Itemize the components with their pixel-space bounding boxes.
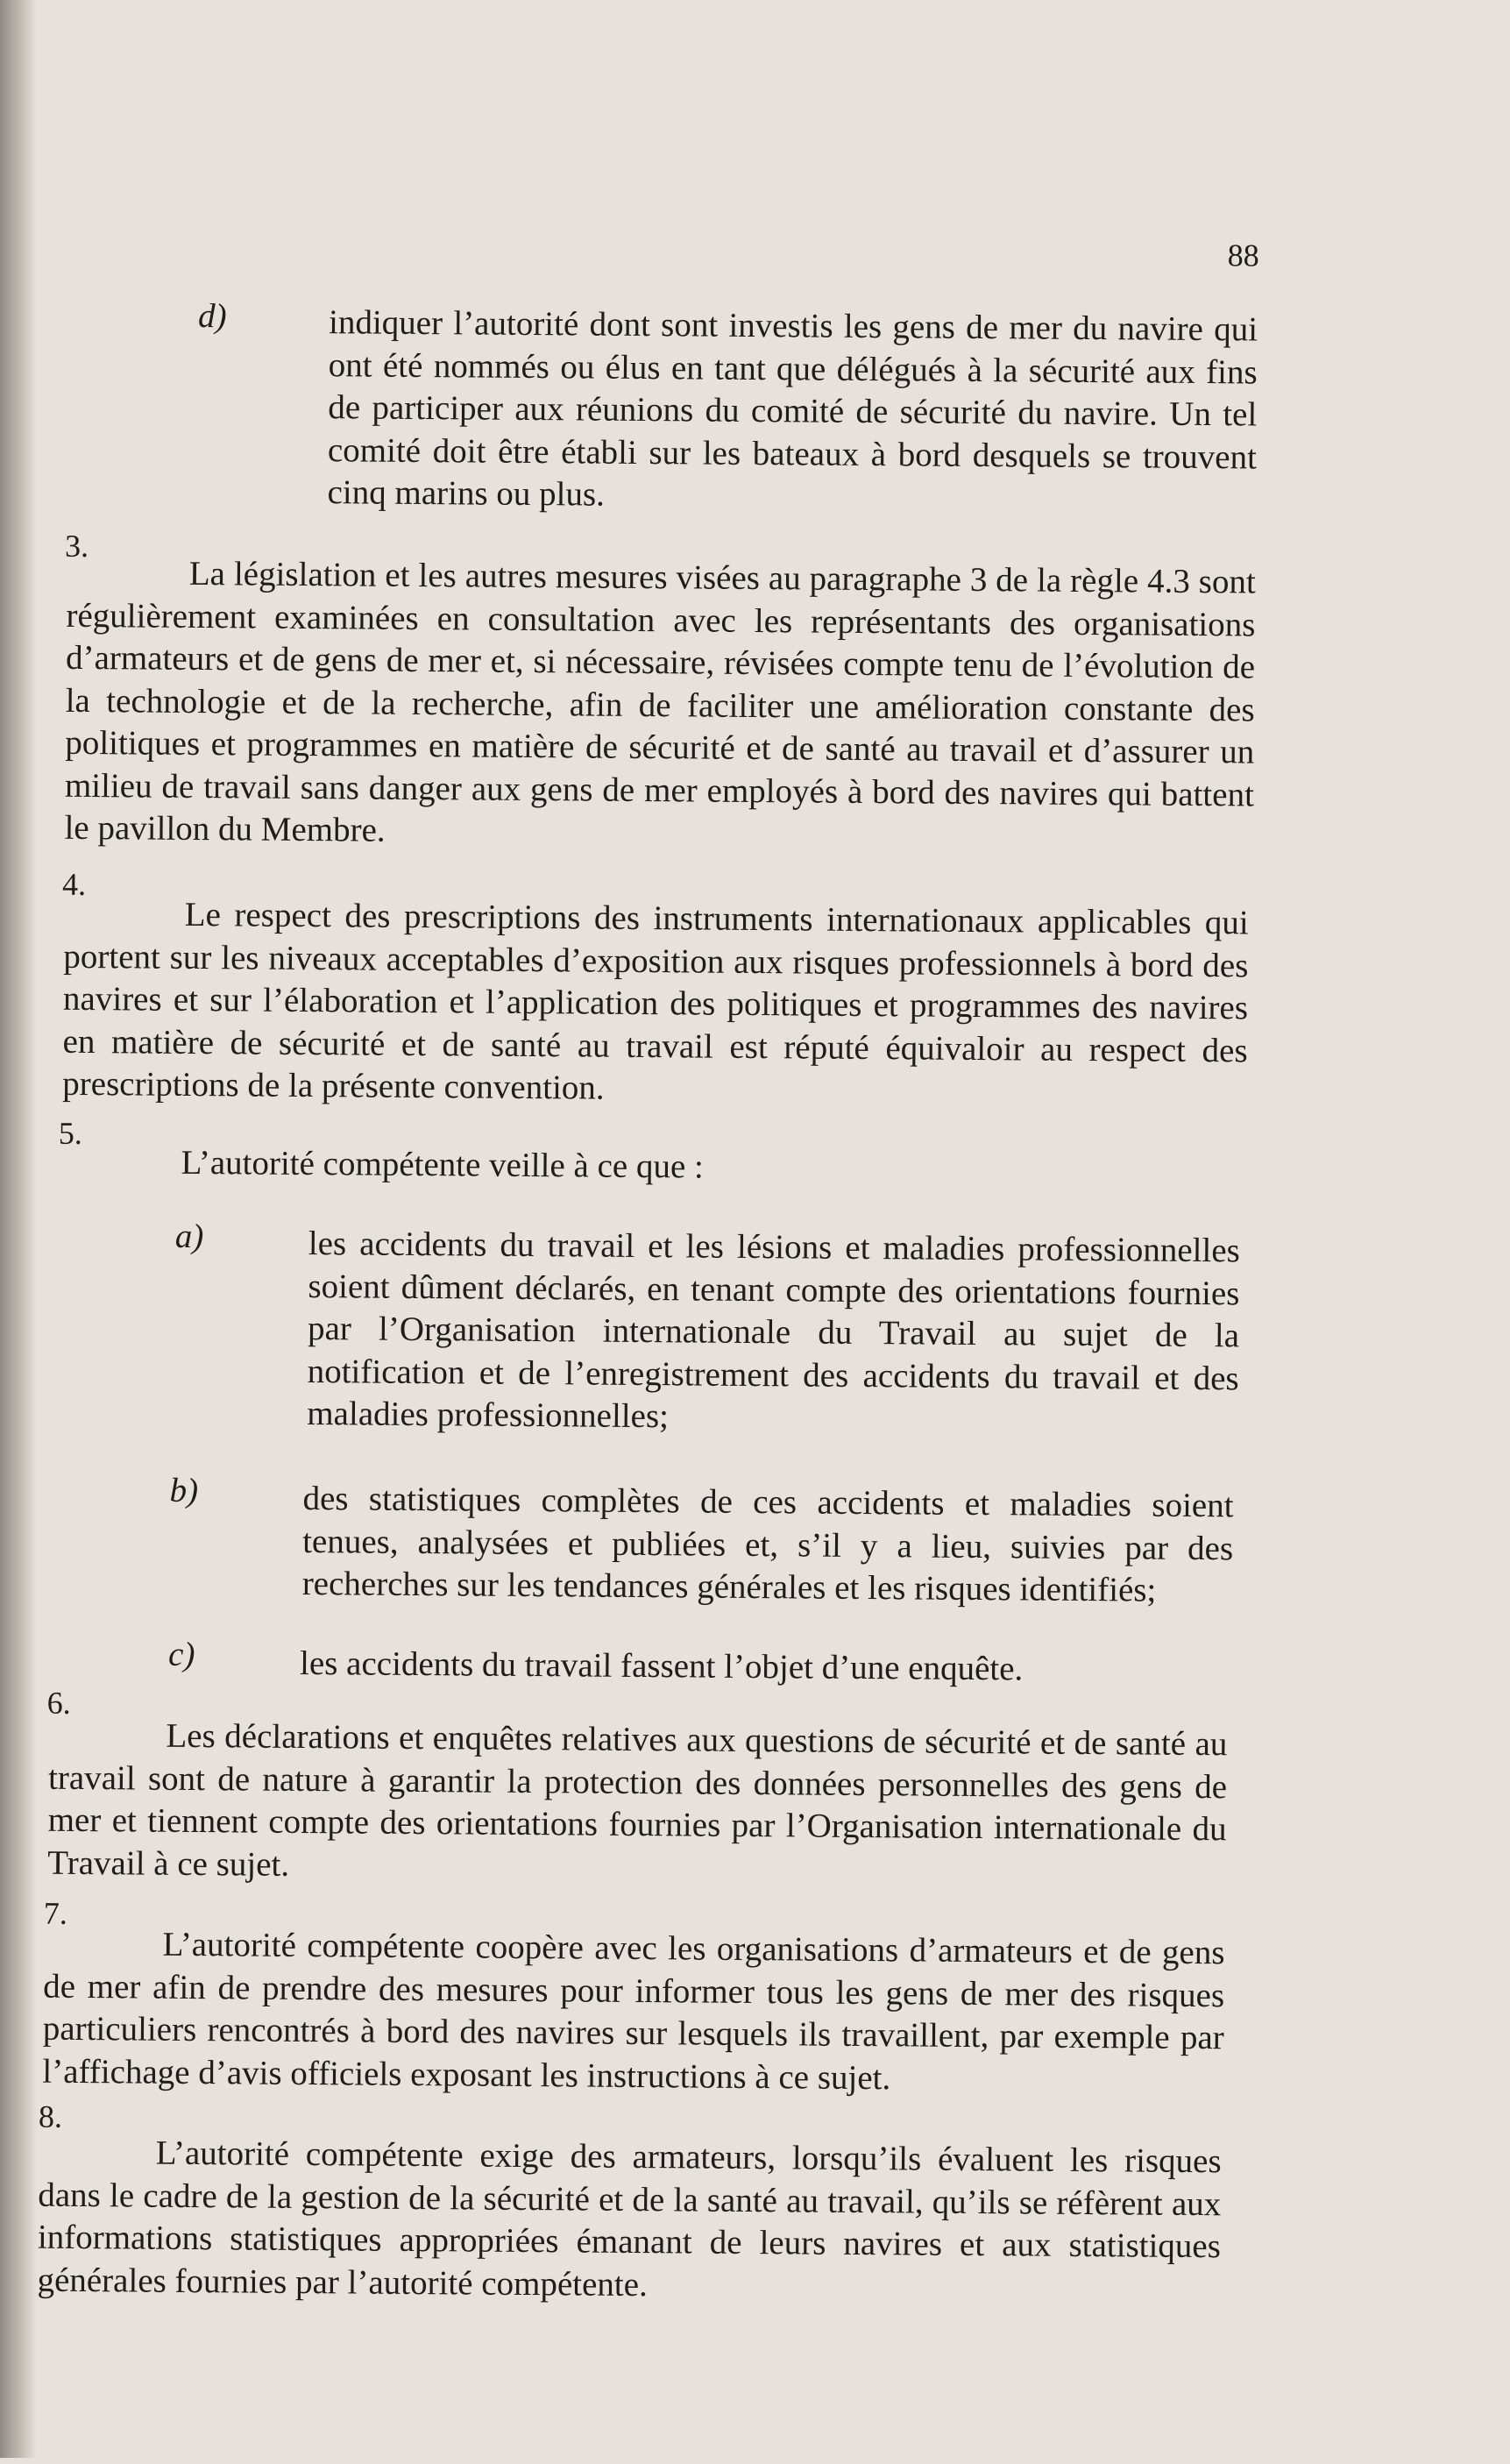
- paragraph-7-number: 7.: [43, 1895, 67, 1931]
- item-b-label: b): [169, 1471, 199, 1510]
- paragraph-4-number: 4.: [61, 866, 87, 903]
- item-d-text: indiquer l’autorité dont sont investis les gens de mer du navire qui ont été nommés ou élus en tant que délégués à la sécurité aux fins de participer aux réunions du comité de sécurité du navire. Un tel comité doit être établi sur les bateaux à bord desquels se trouvent cinq marins ou plus.: [327, 303, 1258, 514]
- paragraph-4-text: Le respect des prescriptions des instruments internationaux applicables qui portent sur les niveaux acceptables d’exposition aux risques professionnels à bord des navires et sur l’élaboration et l’application des politiques et programmes des navires en matière de sécurité et de santé au travail est réputé équivaloir au respect des prescriptions de la présente convention.: [62, 895, 1249, 1107]
- paragraph-5-number: 5.: [58, 1115, 82, 1151]
- item-d-label: d): [197, 296, 227, 336]
- paragraph-5-text: L’autorité compétente veille à ce que :: [181, 1143, 705, 1186]
- paragraph-8-number: 8.: [38, 2098, 63, 2134]
- paragraph-8-text: L’autorité compétente exige des armateurs, lorsqu’ils évaluent les risques dans le cadre de la gestion de la sécurité et de la santé au travail, qu’ils se réfèrent aux informations statistiques appropriées émanant de leurs navires et aux statistiques générales fournies par l’autorité compétente.: [37, 2134, 1222, 2304]
- paragraph-7-text: L’autorité compétente coopère avec les organisations d’armateurs et de gens de mer afin de prendre des mesures pour informer tous les gens de mer des risques particuliers rencontrés à bord des navires sur lesquels ils travaillent, par exemple par l’affichage d’avis officiels exposant les instructions à ce sujet.: [42, 1925, 1225, 2097]
- item-b-text: des statistiques complètes de ces accidents et maladies soient tenues, analysées et publiées et, s’il y a lieu, suivies par des recherches sur les tendances générales et les risques identifiés;: [301, 1479, 1234, 1609]
- item-c-text: les accidents du travail fassent l’objet d’une enquête.: [299, 1644, 1024, 1688]
- paragraph-3-text: La législation et les autres mesures visées au paragraphe 3 de la règle 4.3 sont régulièrement examinées en consultation avec les représentants des organisations d’armateurs et de gens de mer et, si nécessaire, révisées compte tenu de l’évolution de la technologie et de la recherche, afin de faciliter une amélioration constante des politiques et programmes en matière de sécurité et de santé au travail et d’assurer un milieu de travail sans danger aux gens de mer employés à bord des navires qui battent le pavillon du Membre.: [64, 554, 1256, 849]
- item-a-text: les accidents du travail et les lésions et maladies professionnelles soient dûment déclarés, en tenant compte des orientations fournies par l’Organisation internationale du Travail au sujet de la notification et de l’enregistrement des accidents du travail et des maladies professionnelles;: [307, 1225, 1240, 1436]
- item-a-label: a): [174, 1217, 204, 1256]
- item-c-label: c): [167, 1635, 195, 1674]
- paragraph-6-text: Les déclarations et enquêtes relatives aux questions de sécurité et de santé au travail sont de nature à garantir la protection des données personnelles des gens de mer et tiennent compte des orientations fournies par l’Organisation internationale du Travail à ce sujet.: [47, 1716, 1228, 1884]
- paragraph-6-number: 6.: [46, 1685, 71, 1721]
- page-number: 88: [1227, 238, 1259, 273]
- paragraph-3-number: 3.: [64, 528, 89, 565]
